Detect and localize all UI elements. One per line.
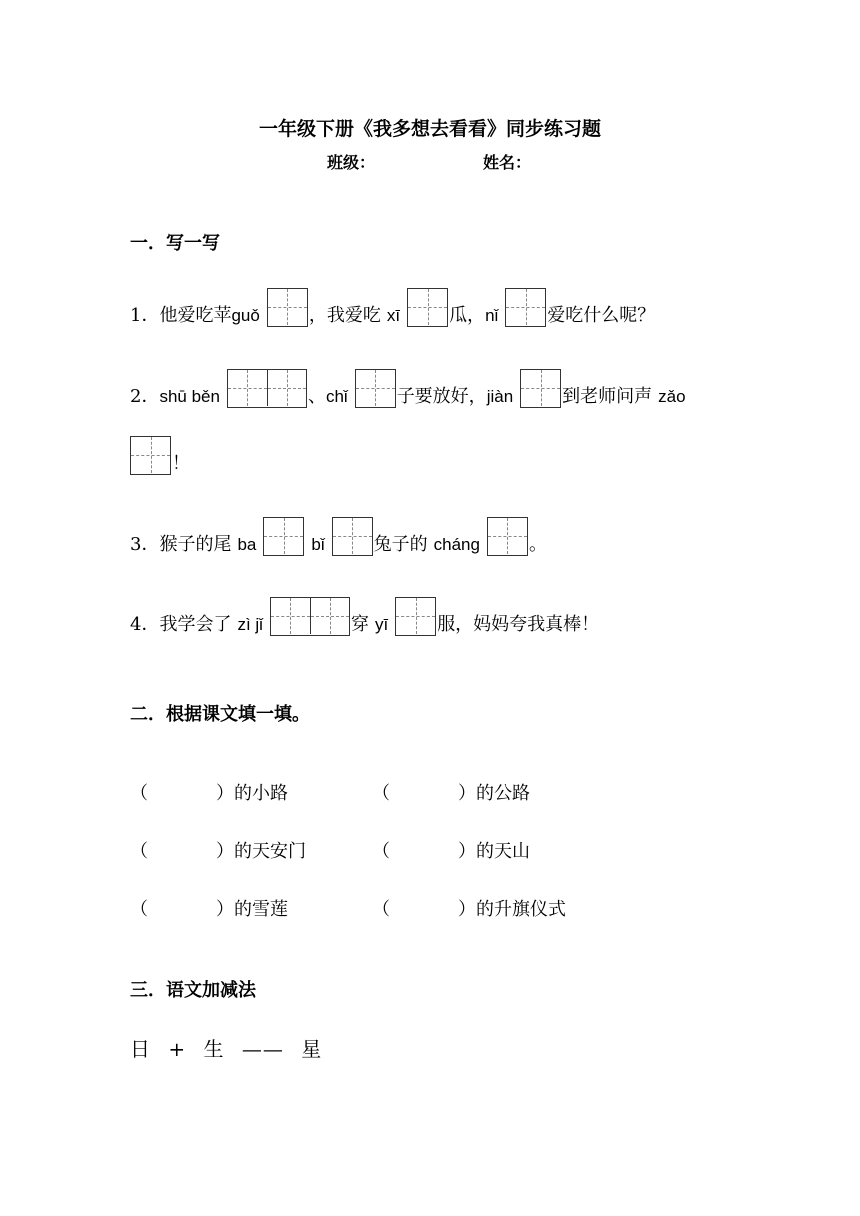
writing-grid-11[interactable] (270, 597, 350, 636)
writing-grid-6[interactable] (520, 369, 561, 408)
q2-text-1: 、 (307, 386, 326, 407)
section2-heading: 二．根据课文填一填。 (130, 704, 310, 725)
class-label: 班级： (327, 153, 376, 172)
open-paren: （ (372, 841, 390, 862)
q2-pinyin-4: zǎo (658, 387, 686, 406)
close-paren: ） (458, 899, 476, 920)
q2-pinyin-1: shū běn (159, 387, 220, 406)
writing-grid-2[interactable] (407, 288, 448, 327)
q3-text-1: 猴子的尾 (159, 534, 232, 555)
question-4 (130, 594, 599, 636)
char-math-equation (130, 1033, 332, 1062)
writing-grid-12[interactable] (395, 597, 436, 636)
fill-item[interactable] (372, 779, 614, 805)
question-3 (130, 514, 547, 556)
writing-grid-8[interactable] (263, 517, 304, 556)
close-paren: ） (458, 841, 476, 862)
open-paren: （ (130, 783, 148, 804)
q3-number: 3． (130, 534, 160, 555)
q3-pinyin-3: cháng (433, 535, 480, 554)
q1-pinyin-2: xī (386, 306, 401, 325)
char-b: 生 (203, 1037, 225, 1061)
writing-grid-4[interactable] (227, 369, 307, 408)
fill-item-text: 的天安门 (234, 841, 306, 862)
section3-heading: 三．语文加减法 (130, 980, 256, 1001)
question-2-continued (130, 433, 190, 475)
fill-row-2 (130, 837, 614, 863)
q1-text-3: 瓜， (449, 305, 486, 326)
fill-item-text: 的升旗仪式 (476, 899, 566, 920)
fill-item-text: 的雪莲 (234, 899, 288, 920)
fill-row-1 (130, 779, 614, 805)
open-paren: （ (130, 899, 148, 920)
char-a: 日 (130, 1037, 151, 1061)
char-result: 星 (301, 1037, 323, 1061)
q2-text-2: 子要放好， (396, 386, 487, 407)
fill-row-3 (130, 895, 614, 921)
section1-heading: 一．写一写 (130, 233, 220, 254)
q2-text-3: 到老师问声 (562, 386, 653, 407)
close-paren: ） (458, 783, 476, 804)
open-paren: （ (130, 841, 148, 862)
question-1 (130, 285, 655, 327)
q1-pinyin-3: nǐ (485, 306, 499, 325)
q1-text-4: 爱吃什么呢？ (547, 305, 656, 326)
writing-grid-7[interactable] (130, 436, 171, 475)
fill-item[interactable] (130, 837, 372, 863)
q3-pinyin-2: bǐ (311, 535, 325, 554)
q1-text-1: 他爱吃苹 (159, 305, 232, 326)
open-paren: （ (372, 899, 390, 920)
q3-text-3: 。 (528, 534, 547, 555)
q4-pinyin-2: yī (374, 615, 389, 634)
q2-pinyin-3: jiàn (486, 387, 514, 406)
close-paren: ） (216, 783, 234, 804)
dash-sign: —— (241, 1037, 284, 1061)
q1-pinyin-1: guǒ (231, 306, 260, 325)
fill-item-text: 的小路 (234, 783, 288, 804)
close-paren: ） (216, 899, 234, 920)
fill-item[interactable] (372, 895, 614, 921)
q4-text-2: 穿 (350, 614, 369, 635)
fill-item[interactable] (372, 837, 614, 863)
q4-number: 4． (130, 614, 160, 635)
page-title: 一年级下册《我多想去看看》同步练习题 (258, 118, 601, 140)
fill-item-text: 的公路 (476, 783, 530, 804)
q4-text-3: 服，妈妈夸我真棒！ (437, 614, 600, 635)
writing-grid-3[interactable] (505, 288, 546, 327)
writing-grid-10[interactable] (487, 517, 528, 556)
fill-item[interactable] (130, 779, 372, 805)
q1-number: 1． (130, 305, 160, 326)
name-label: 姓名： (483, 153, 532, 172)
fill-item[interactable] (130, 895, 372, 921)
close-paren: ） (216, 841, 234, 862)
q4-pinyin-1: zì jǐ (237, 615, 263, 634)
question-2 (130, 366, 692, 408)
plus-sign: + (168, 1037, 187, 1061)
q2-text-4: ！ (172, 453, 190, 474)
writing-grid-1[interactable] (267, 288, 308, 327)
q3-text-2: 兔子的 (373, 534, 428, 555)
q1-text-2: ，我爱吃 (308, 305, 381, 326)
writing-grid-9[interactable] (332, 517, 373, 556)
writing-grid-5[interactable] (355, 369, 396, 408)
q4-text-1: 我学会了 (159, 614, 232, 635)
q2-number: 2． (130, 386, 160, 407)
fill-item-text: 的天山 (476, 841, 530, 862)
q3-pinyin-1: ba (237, 535, 257, 554)
open-paren: （ (372, 783, 390, 804)
q2-pinyin-2: chǐ (325, 387, 348, 406)
